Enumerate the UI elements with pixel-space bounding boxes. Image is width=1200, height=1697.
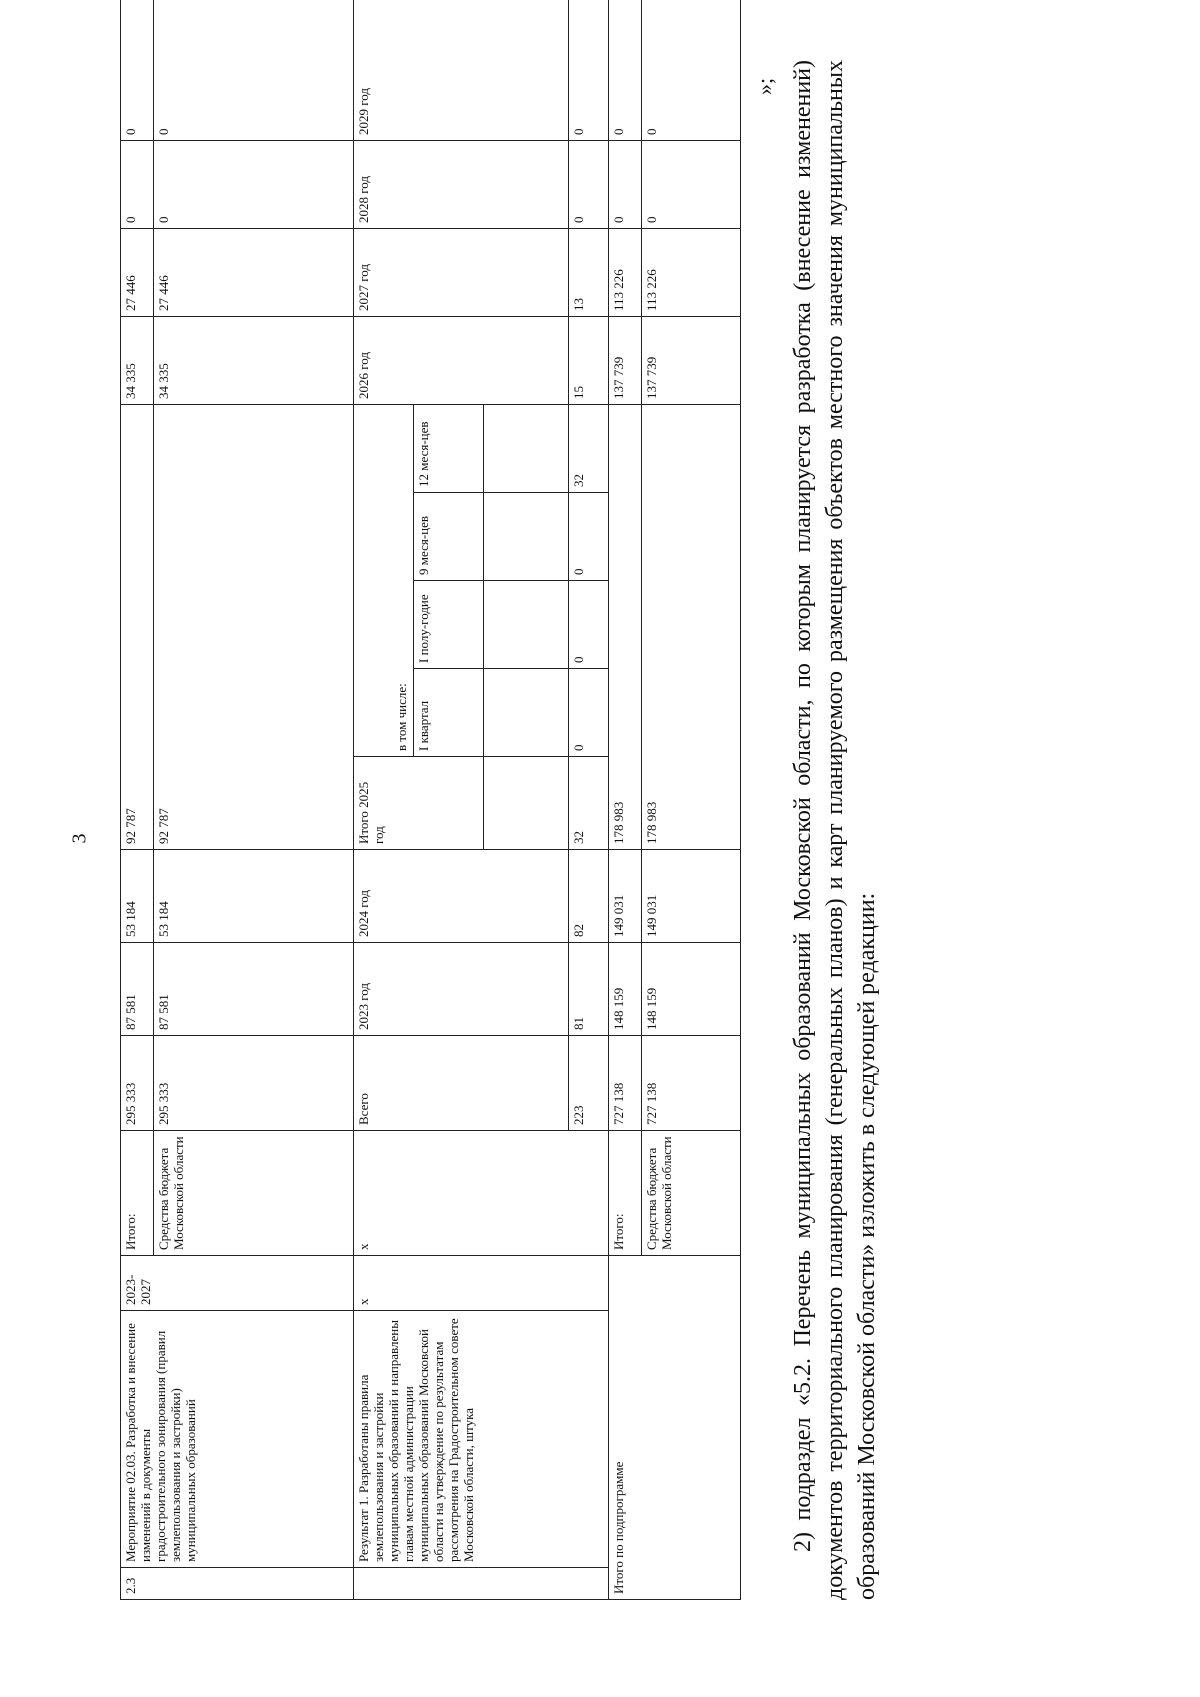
sub-budget-vsego: 727 138 (642, 1036, 741, 1131)
measure-name: Мероприятие 02.03. Разработка и внесение изменений в документы градостроительного зонирования (правил землепользования и застройки) муниципальных образований (121, 1311, 354, 1568)
value-12m: 32 (569, 404, 609, 492)
sub-total-2025: 178 983 (609, 404, 642, 849)
header-12m: 12 меся-цев (414, 404, 484, 492)
header-2027: 2027 год (354, 228, 569, 316)
budget-2023: 87 581 (154, 943, 354, 1036)
total-2025: 92 787 (121, 404, 154, 849)
sub-total-2028: 0 (609, 140, 642, 228)
budget-vsego: 295 333 (154, 1036, 354, 1131)
header-2028: 2028 год (354, 140, 569, 228)
subprogram-total-label: Итого: (609, 1131, 642, 1256)
empty-cell (484, 581, 569, 669)
budget-2027: 27 446 (154, 228, 354, 316)
empty-cell (484, 493, 569, 581)
table-row (121, 0, 154, 1600)
value-itogo-2025: 32 (569, 757, 609, 850)
value-vsego: 223 (569, 1036, 609, 1131)
sub-total-vsego: 727 138 (609, 1036, 642, 1131)
sub-budget-2024: 149 031 (642, 850, 741, 943)
page-number: 3 (68, 833, 91, 844)
empty-cell (484, 669, 569, 757)
value-2027: 13 (569, 228, 609, 316)
total-2028: 0 (121, 140, 154, 228)
sub-budget-2029: 0 (642, 0, 741, 140)
total-vsego: 295 333 (121, 1036, 154, 1131)
budget-2024: 53 184 (154, 850, 354, 943)
table-row (354, 0, 414, 1600)
header-9m: 9 меся-цев (414, 493, 484, 581)
header-2029: 2029 год (354, 0, 569, 140)
sub-budget-2028: 0 (642, 140, 741, 228)
subprogram-label: Итого по подпрограмме (609, 1256, 741, 1600)
value-2029: 0 (569, 0, 609, 140)
total-2027: 27 446 (121, 228, 154, 316)
value-q1: 0 (569, 669, 609, 757)
measure-period: 2023-2027 (121, 1256, 354, 1311)
amendment-paragraph (788, 60, 884, 1600)
header-q1: I квартал (414, 669, 484, 757)
program-table (120, 0, 741, 1600)
sub-total-2024: 149 031 (609, 850, 642, 943)
value-h1: 0 (569, 581, 609, 669)
empty-cell (354, 1568, 609, 1600)
sub-budget-2026: 137 739 (642, 316, 741, 404)
rotated-page-content (120, 60, 1200, 1600)
empty-cell (484, 404, 569, 492)
sub-budget-2025: 178 983 (642, 404, 741, 849)
total-2026: 34 335 (121, 316, 154, 404)
sub-budget-2027: 113 226 (642, 228, 741, 316)
header-itogo-2025: Итого 2025 год (354, 757, 484, 850)
header-v-tom-chisle: в том числе: (354, 404, 414, 756)
budget-2025: 92 787 (154, 404, 354, 849)
sub-total-2027: 113 226 (609, 228, 642, 316)
empty-cell (484, 757, 569, 850)
header-vsego: Всего (354, 1036, 569, 1131)
value-2024: 82 (569, 850, 609, 943)
header-h1: I полу-годие (414, 581, 484, 669)
sub-total-2026: 137 739 (609, 316, 642, 404)
header-2023: 2023 год (354, 943, 569, 1036)
table-row (609, 0, 642, 1600)
budget-2028: 0 (154, 140, 354, 228)
source-total-label: Итого: (121, 1131, 154, 1256)
source-budget-label: Средства бюджета Московской области (154, 1131, 354, 1256)
closing-quote: »; (752, 77, 777, 95)
header-2024: 2024 год (354, 850, 569, 943)
value-2026: 15 (569, 316, 609, 404)
total-2024: 53 184 (121, 850, 154, 943)
total-2023: 87 581 (121, 943, 154, 1036)
value-9m: 0 (569, 493, 609, 581)
value-2023: 81 (569, 943, 609, 1036)
result-name: Результат 1. Разработаны правила землепользования и застройки муниципальных образований и направлены главам местной администрации муниципальных образований Московской области на утверждение по результатам рассмотрения на Градостроительном совете Московской области, штука (354, 1311, 609, 1568)
result-source: x (354, 1131, 609, 1256)
total-2029: 0 (121, 0, 154, 140)
row-number: 2.3 (121, 1568, 354, 1600)
sub-total-2023: 148 159 (609, 943, 642, 1036)
paragraph-text: 2) подраздел «5.2. Перечень муниципальных образований Московской области, по которым планируется разработка (внесение изменений) документов территориального планирования (генеральных планов) и карт планируемого размещения объектов местного значения муниципальных образований Московской области» изложить в следующей редакции: (790, 60, 880, 1600)
header-2026: 2026 год (354, 316, 569, 404)
sub-total-2029: 0 (609, 0, 642, 140)
budget-2026: 34 335 (154, 316, 354, 404)
subprogram-budget-label: Средства бюджета Московской области (642, 1131, 741, 1256)
sub-budget-2023: 148 159 (642, 943, 741, 1036)
result-period: x (354, 1256, 609, 1311)
value-2028: 0 (569, 140, 609, 228)
budget-2029: 0 (154, 0, 354, 140)
